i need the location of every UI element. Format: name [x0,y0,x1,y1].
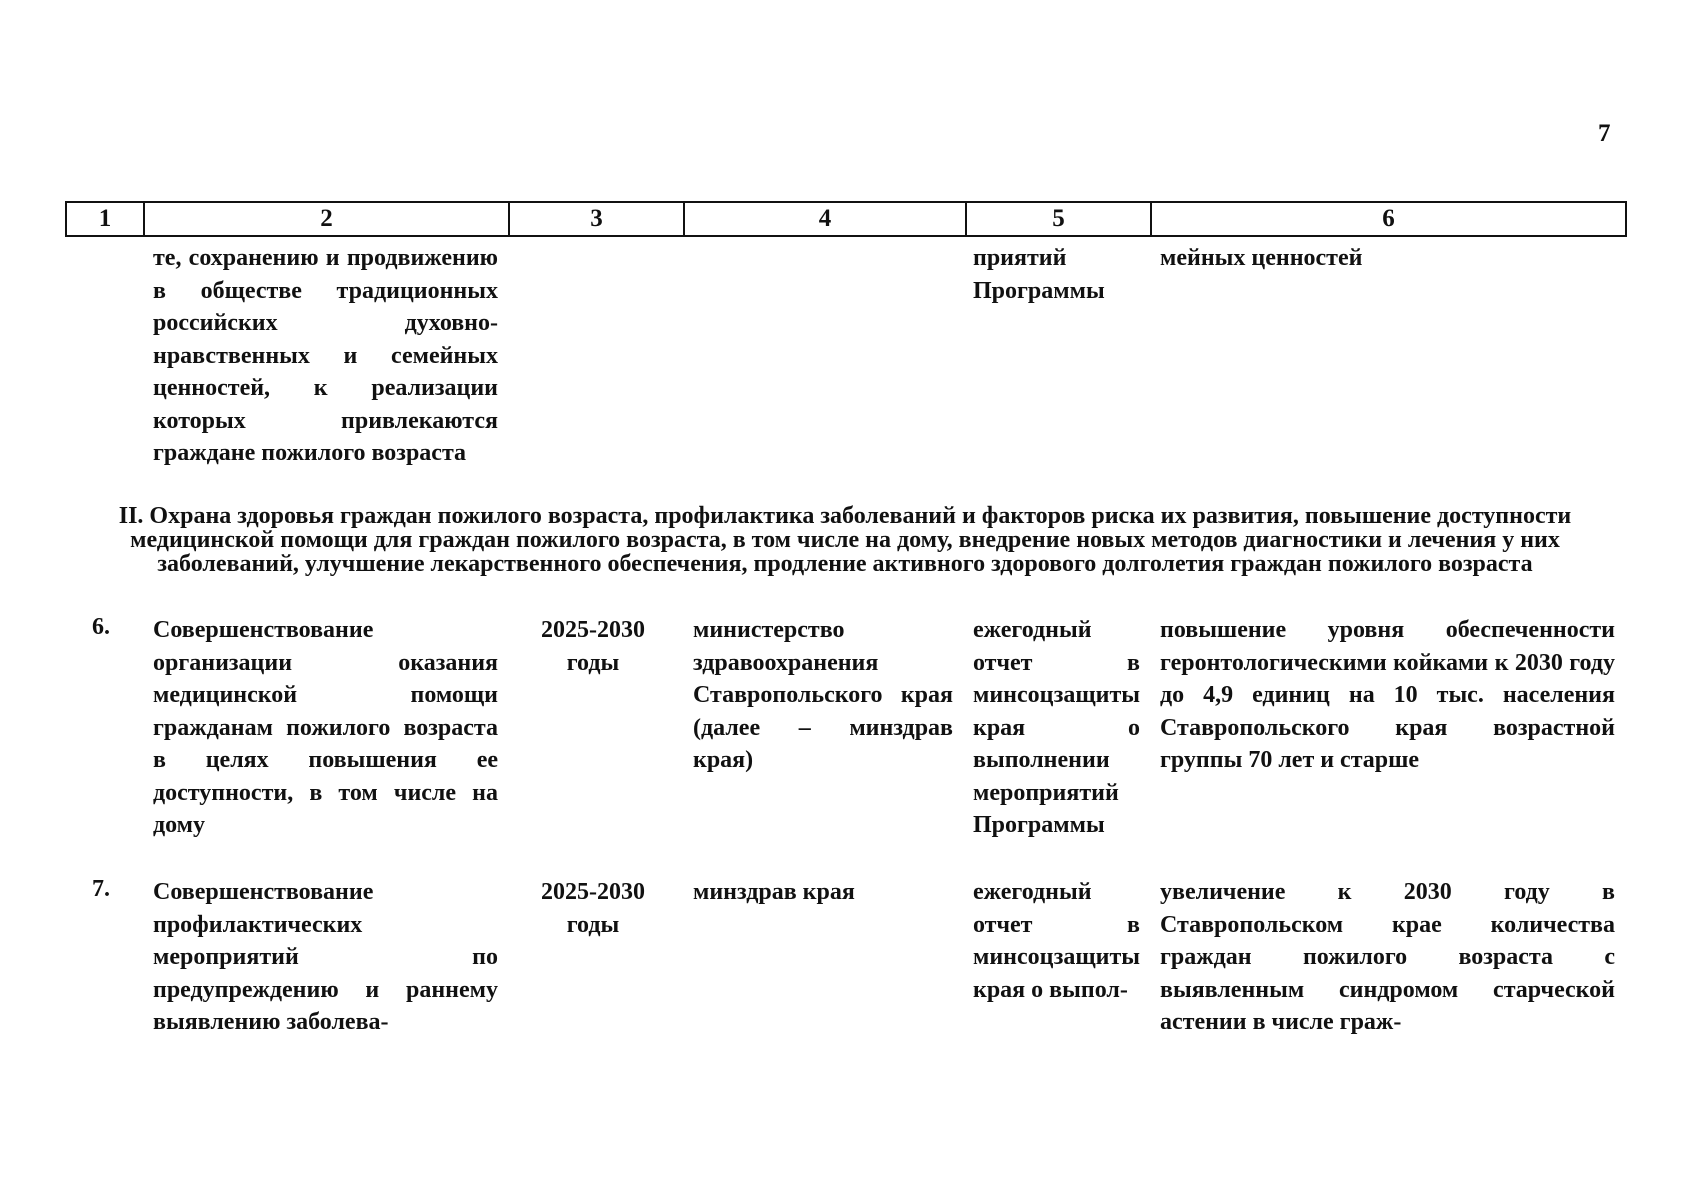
page-number: 7 [1598,120,1611,147]
row-6-result: повышение уровня обеспеченности геронтологическими койками к 2030 году до 4,9 единиц на 10 тыс. населения Ставропольского края возрастной группы 70 лет и старше [1160,617,1615,773]
row-6-number: 6. [92,614,110,640]
section-title: II. Охрана здоровья граждан пожилого возраста, профилактика заболеваний и факторов риска их развития, повышение доступности медицинской помощи для граждан пожилого возраста, в том числе на дому, внедрение новых методов диагностики и лечения у них заболеваний, улучшение лекарственного обеспечения, продление активного здорового долголетия граждан пожилого возраста [118,503,1572,577]
column-header-5: 5 [966,202,1151,236]
column-header-6: 6 [1151,202,1626,236]
continuation-result: мейных ценностей [1160,245,1363,271]
row-7-measure: Совершенствование профилактических мероприятий по предупреждению и раннему выявлению заболева- [153,879,498,1035]
column-header-3: 3 [509,202,684,236]
row-7-report: ежегодный отчет в минсоцзащиты края о выпол- [973,879,1141,1003]
row-6-measure: Совершенствование организации оказания медицинской помощи гражданам пожилого возраста в целях повышения ее доступности, в том числе на дому [153,617,498,838]
row-7-number: 7. [92,876,110,902]
row-7-result: увеличение к 2030 году в Ставропольском крае количества граждан пожилого возраста с выявленным синдромом старческой астении в числе граж- [1160,879,1615,1035]
row-7-period: 2025-2030 годы [541,879,645,938]
row-6-executor: министерство здравоохранения Ставропольского края (далее – минздрав края) [693,617,953,773]
column-header-1: 1 [66,202,144,236]
column-header-4: 4 [684,202,966,236]
row-7-executor: минздрав края [693,879,855,905]
column-header-2: 2 [144,202,509,236]
row-6-report: ежегодный отчет в минсоцзащиты края о выполнении мероприятий Программы [973,617,1141,838]
continuation-measure: те, сохранению и продвижению в обществе традиционных российских духовно-нравственных и семейных ценностей, к реализации которых привлекаются граждане пожилого возраста [153,245,498,466]
row-6-period: 2025-2030 годы [541,617,645,676]
column-header-table [65,201,1627,237]
column-header-row [66,202,1626,236]
continuation-report: приятий Программы [973,245,1105,304]
